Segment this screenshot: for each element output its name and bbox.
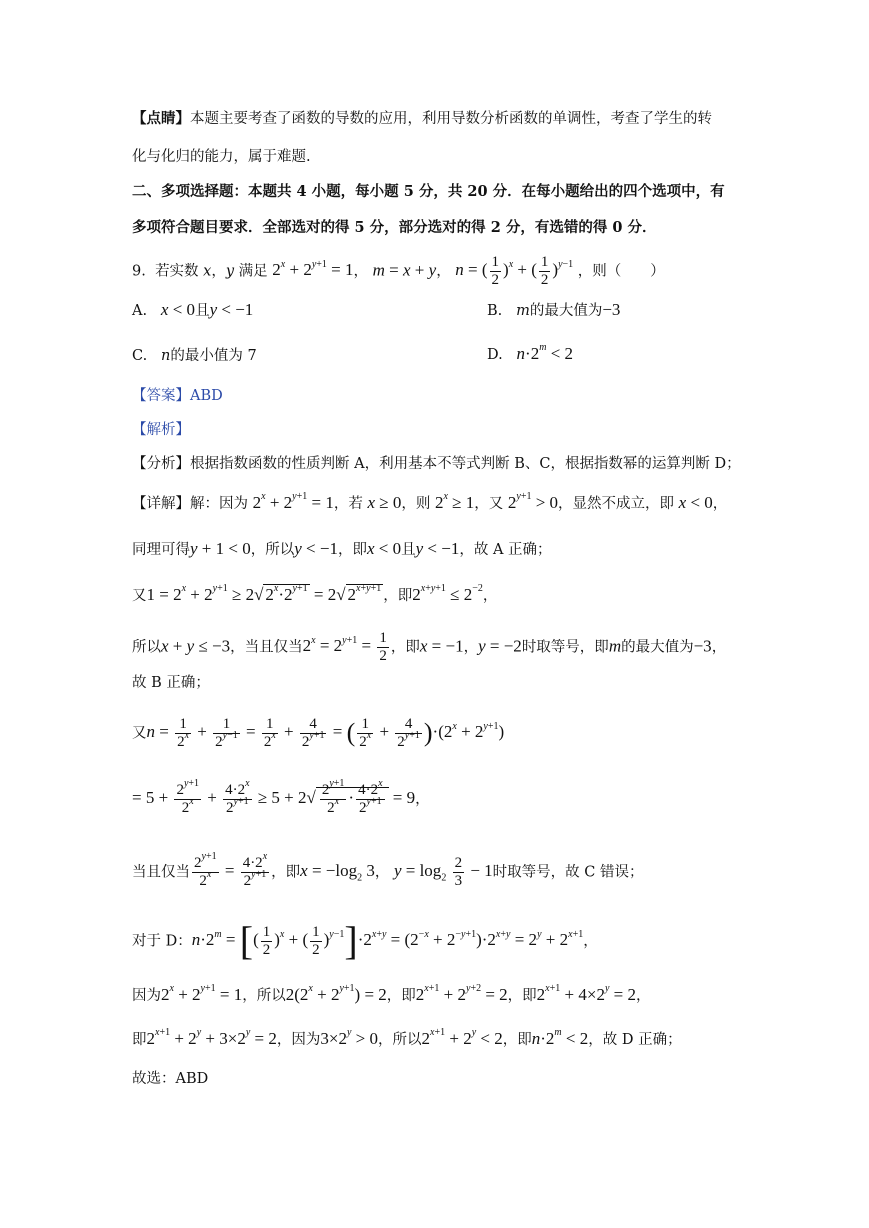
detail-p3a: 又 (132, 588, 147, 604)
detail-p10c: ，即 (386, 988, 416, 1004)
option-b: B. m的最大值为−3 (487, 300, 621, 319)
question-tail: ，则（ ） (577, 263, 665, 280)
detail-p11e: ，故 D 正确； (588, 1032, 682, 1048)
question-text-b: 满足 (238, 263, 268, 280)
detail-p1c: ，则 (401, 496, 431, 512)
option-b-text: 的最大值为 (529, 303, 603, 319)
detail-p4c: ，即 (390, 639, 420, 656)
question-text-a: 若实数 (155, 263, 199, 280)
detail-p4d: 时取等号，即 (521, 639, 609, 656)
question-number: 9. (132, 263, 146, 280)
detail-line-8: 当且仅当 $\frac{2^{y+1}}{2^x}$ = $\frac{4\cdot 2^x}{2^{y+1}}$ ，即$x = -\log_2$ 3， $y = \log_2$ $\frac{2}{3}$ − 1时取等号，故 C 错误； (132, 851, 644, 889)
detail-line-11: 即$2^{x+1} + 2^y + 3\times 2^y = 2$，因为$3\times 2^y > 0$，所以$2^{x+1} + 2^y < 2$，即$n\cdot 2^m < 2$，故 D 正确； (132, 1027, 682, 1048)
detail-line-6: 又n = $\frac{1}{2^x}$ + $\frac{1}{2^{y-1}}$ = $\frac{1}{2^x}$ + $\frac{4}{2^{y+1}}$ = ( $\frac{1}{2^x}$ + $\frac{4}{2^{y+1}}$ )$\cdot(2^x + 2^{y+1})$ (132, 716, 505, 750)
section-heading-1: 二、多项选择题：本题共 4 小题，每小题 5 分，共 20 分．在每小题给出的四个选项中，有 (132, 183, 725, 200)
fenxi-line (132, 453, 741, 475)
detail-p1a: 解：因为 (190, 496, 248, 512)
detail-p8c: 时取等号，故 C 错误； (492, 864, 644, 881)
detail-p2b: ，所以 (250, 542, 295, 558)
comment-text-2: 化与化归的能力，属于难题. (132, 149, 311, 165)
detail-line-12: 故选：ABD (132, 1071, 209, 1087)
option-d-label: D. (487, 347, 503, 363)
detail-p1d: ，又 (474, 496, 504, 512)
detail-p8a: 当且仅当 (132, 864, 190, 881)
detail-p10b: ，所以 (242, 988, 286, 1004)
detail-line-2: 同理可得y + 1 < 0，所以y < −1，即x < 0且y < −1，故 A 正确； (132, 539, 552, 558)
detail-line-5: 故 B 正确； (132, 675, 210, 691)
detail-p2d: 且 (401, 542, 416, 558)
detail-line-10: 因为$2^x + 2^{y+1} = 1$，所以$2(2^x + 2^{y+1}) = 2$，即$2^{x+1} + 2^{y+2} = 2$，即$2^{x+1} + 4\times 2^y = 2$， (132, 983, 651, 1004)
comment-line-1 (132, 108, 712, 130)
detail-line-9: 对于 D：$n\cdot 2^m$ = [( $\frac{1}{2}$ )$^x$ + ( $\frac{1}{2}$ )$^{y-1}]\cdot 2^{x+y} = (2^{-x} + 2^{-y+1})\cdot 2^{x+y} = 2^y + 2^{x+1}$， (132, 918, 598, 964)
detail-p6a: 又 (132, 725, 147, 742)
option-c-text: 的最小值为 7 (170, 348, 257, 364)
comment-line-2 (132, 146, 311, 168)
question-9: 9. 若实数 x，y 满足 $2^x + 2^{y+1} = 1$， m = x + y， n = ( $\frac{1}{2}$ )$^x$ + ( $\frac{1}{2}$ )$^{y-1}$ ，则（ ） (132, 254, 665, 288)
detail-p11b: ，因为 (276, 1032, 321, 1048)
comment-text-1: 本题主要考查了函数的导数的应用，利用导数分析函数的单调性，考查了学生的转 (190, 111, 712, 127)
detail-line-1: 【详解】解：因为 $2^x + 2^{y+1} = 1$，若 x ≥ 0，则 $2^x \ge 1$，又 $2^{y+1} > 0$，显然不成立，即 x < 0， (132, 491, 728, 512)
option-a-label: A. (132, 303, 148, 319)
option-b-label: B. (487, 303, 503, 319)
fenxi-text: 根据指数函数的性质判断 A，利用基本不等式判断 B、C，根据指数幂的运算判断 D； (190, 456, 741, 472)
condition-formula: $2^x + 2^{y+1} = 1$ (272, 258, 354, 280)
option-d: D. $n\cdot 2^m < 2$ (487, 342, 574, 363)
detail-p10d: ，即 (507, 988, 537, 1004)
fenxi-tag: 【分析】 (132, 456, 190, 472)
detail-p9a: 对于 D： (132, 933, 192, 950)
option-c: C. n的最小值为 7 (132, 348, 257, 364)
detail-p1b: ，若 (333, 496, 363, 512)
detail-tag: 【详解】 (132, 496, 190, 512)
detail-p4a: 所以 (132, 639, 161, 656)
detail-line-3: 又$1 = 2^x + 2^{y+1} \ge 2√$ $2^x\cdot 2^{y+1} = 2√$ $2^{x+y+1}$ ，即$2^{x+y+1} \le 2^{-2}$， (132, 583, 498, 604)
detail-p1e: ，显然不成立，即 (558, 496, 675, 512)
detail-p2a: 同理可得 (132, 542, 190, 558)
detail-line-4: 所以x + y ≤ −3，当且仅当$2^x = 2^{y+1}$ = $\frac{1}{2}$ ，即x = −1，y = −2时取等号，即m的最大值为−3， (132, 630, 727, 664)
detail-p2e: ，故 A 正确； (459, 542, 552, 558)
detail-p8b: ，即 (271, 864, 301, 881)
n-def: n = ( $\frac{1}{2}$ )$^x$ + ( $\frac{1}{2}$ )$^{y-1}$ (455, 254, 574, 288)
detail-p11d: ，即 (502, 1032, 532, 1048)
section-heading-2: 多项符合题目要求．全部选对的得 5 分，部分选对的得 2 分，有选错的得 0 分． (132, 219, 657, 236)
answer-value: ABD (190, 388, 223, 404)
detail-p10a: 因为 (132, 988, 161, 1004)
comment-tag: 【点睛】 (132, 110, 190, 127)
m-def: m = x + y (372, 260, 437, 280)
option-a-mid: 且 (195, 303, 210, 319)
detail-p4b: ，当且仅当 (230, 639, 303, 656)
detail-p2c: ，即 (337, 542, 367, 558)
detail-p3b: ，即 (383, 588, 413, 604)
option-a: A. x < 0且y < −1 (132, 300, 254, 319)
answer-tag: 【答案】 (132, 388, 190, 404)
detail-p4e: 的最大值为 (621, 639, 694, 656)
answer-line (132, 385, 223, 407)
option-c-label: C. (132, 348, 148, 364)
detail-p11c: ，所以 (378, 1032, 422, 1048)
detail-p11a: 即 (132, 1032, 147, 1048)
analysis-heading: 【解析】 (132, 422, 190, 438)
detail-line-7: = 5 + $\frac{2^{y+1}}{2^x}$ + $\frac{4\cdot 2^x}{2^{y+1}}$ ≥ 5 + 2√ $\frac{2^{y+1}}{2^x}$ · $\frac{4\cdot 2^x}{2^{y+1}}$ = 9， (132, 778, 430, 816)
